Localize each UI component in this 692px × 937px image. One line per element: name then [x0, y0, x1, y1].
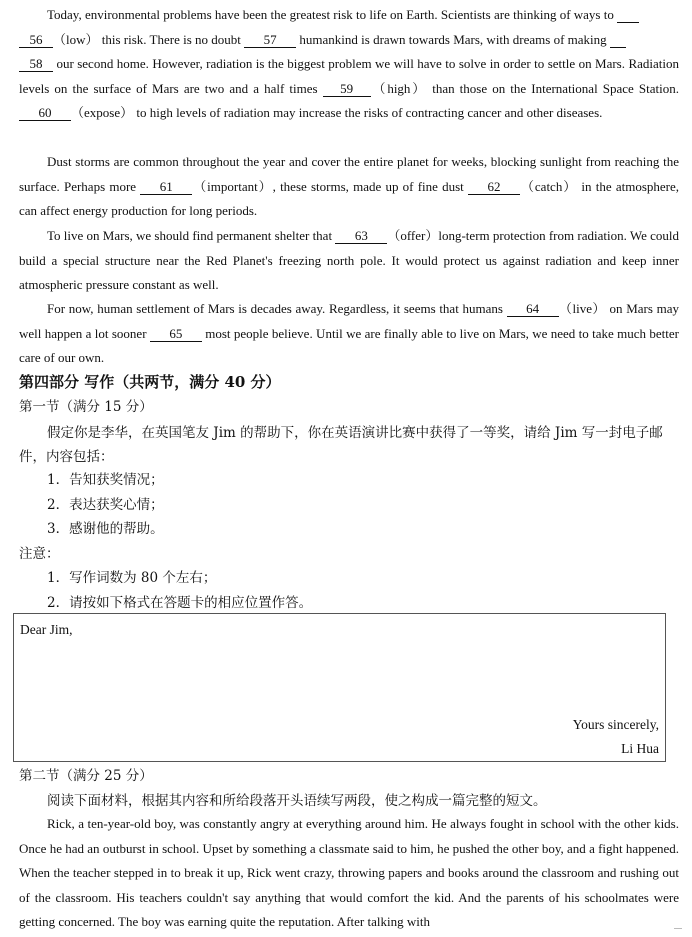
text: To live on Mars, we should find permanent shelter that	[47, 228, 336, 243]
passage-paragraph-4	[19, 297, 679, 371]
blank-60: 60	[19, 106, 71, 121]
text: Dust storms are common throughout the year and cover the entire planet for weeks, blocking sunlight from reaching the surface. Perhaps more	[19, 154, 679, 194]
text: most people believe. Until we are finally able to live on Mars, we need to take much better care of our own.	[19, 325, 679, 365]
blank-58: 58	[19, 57, 53, 72]
blank-55-tail	[617, 8, 639, 23]
blank-58-head	[610, 33, 626, 48]
letter-format-box	[13, 613, 666, 762]
blank-65: 65	[150, 327, 202, 342]
continuation-instruction: 阅读下面材料，根据其内容和所给段落开头语续写两段，使之构成一篇完整的短文。	[47, 793, 547, 809]
letter-closing: Yours sincerely,	[572, 717, 659, 732]
text: For now, human settlement of Mars is decades away. Regardless, it seems that humans	[47, 301, 507, 316]
text: （low） this risk. There is no doubt	[53, 31, 245, 47]
text: （important）, these storms, made up of fine dust	[192, 178, 468, 194]
note-2: 2．请按如下格式在答题卡的相应位置作答。	[47, 595, 313, 611]
requirement-1: 1．告知获奖情况；	[47, 472, 164, 488]
part4-title: 第四部分 写作（共两节，满分 40 分）	[19, 373, 281, 391]
passage-paragraph-3	[19, 224, 679, 298]
text: （catch） in the atmosphere, can affect energy production for long periods.	[19, 178, 680, 218]
requirement-2: 2．表达获奖心情；	[47, 497, 164, 513]
passage-paragraph-2	[19, 150, 679, 224]
text: our second home. However, radiation is the biggest problem we will have to solve in order to settle on Mars. Radiation levels on the surface of Mars are two and a half times	[19, 56, 679, 96]
text: （expose） to high levels of radiation may increase the risks of contracting cancer and other diseases.	[71, 105, 603, 120]
blank-59: 59	[323, 82, 371, 97]
passage-paragraph-1	[19, 3, 679, 126]
story-paragraph: Rick, a ten-year-old boy, was constantly angry at everything around him. He always fought in school with the other kids. Once he had an outburst in school. Upset by something a classmate said to him, he pushed the other boy, and a fight happened. When the teacher stepped in to break it up, Rick went crazy, throwing papers and books around the classroom and rushing out of the classroom. His teachers couldn't say anything that would comfort the kid. And the parents of his schoolmates were getting concerned. The boy was earning quite the reputation. After talking with	[19, 816, 679, 929]
page-divider-mark	[674, 928, 682, 929]
note-1: 1．写作词数为 80 个左右；	[47, 570, 217, 586]
section2-title: 第二节（满分 25 分）	[19, 768, 153, 784]
section1-title: 第一节（满分 15 分）	[19, 399, 153, 415]
blank-57: 57	[244, 33, 296, 48]
text: （offer）long-term protection from radiation. We could build a special structure near the Red Planet's freezing north pole. It would protect us against radiation and keep inner atmospheric pressure constant as well.	[19, 228, 679, 292]
text: Today, environmental problems have been the greatest risk to life on Earth. Scientists are thinking of ways to	[47, 7, 618, 22]
text: （high） than those on the International Space Station.	[370, 80, 679, 96]
letter-signature: Li Hua	[621, 741, 659, 756]
blank-62: 62	[468, 180, 520, 195]
blank-64: 64	[507, 302, 559, 317]
blank-63: 63	[335, 229, 387, 244]
blank-56: 56	[19, 33, 53, 48]
writing-prompt: 假定你是李华，在英国笔友 Jim 的帮助下，你在英语演讲比赛中获得了一等奖，请给 Jim 写一封电子邮件，内容包括：	[19, 425, 663, 465]
requirement-3: 3．感谢他的帮助。	[47, 521, 164, 537]
blank-61: 61	[140, 180, 192, 195]
note-label: 注意：	[19, 546, 60, 562]
text: （live） on Mars may well happen a lot sooner	[19, 301, 679, 341]
letter-greeting: Dear Jim,	[20, 622, 73, 637]
text: humankind is drawn towards Mars, with dreams of making	[296, 31, 610, 47]
